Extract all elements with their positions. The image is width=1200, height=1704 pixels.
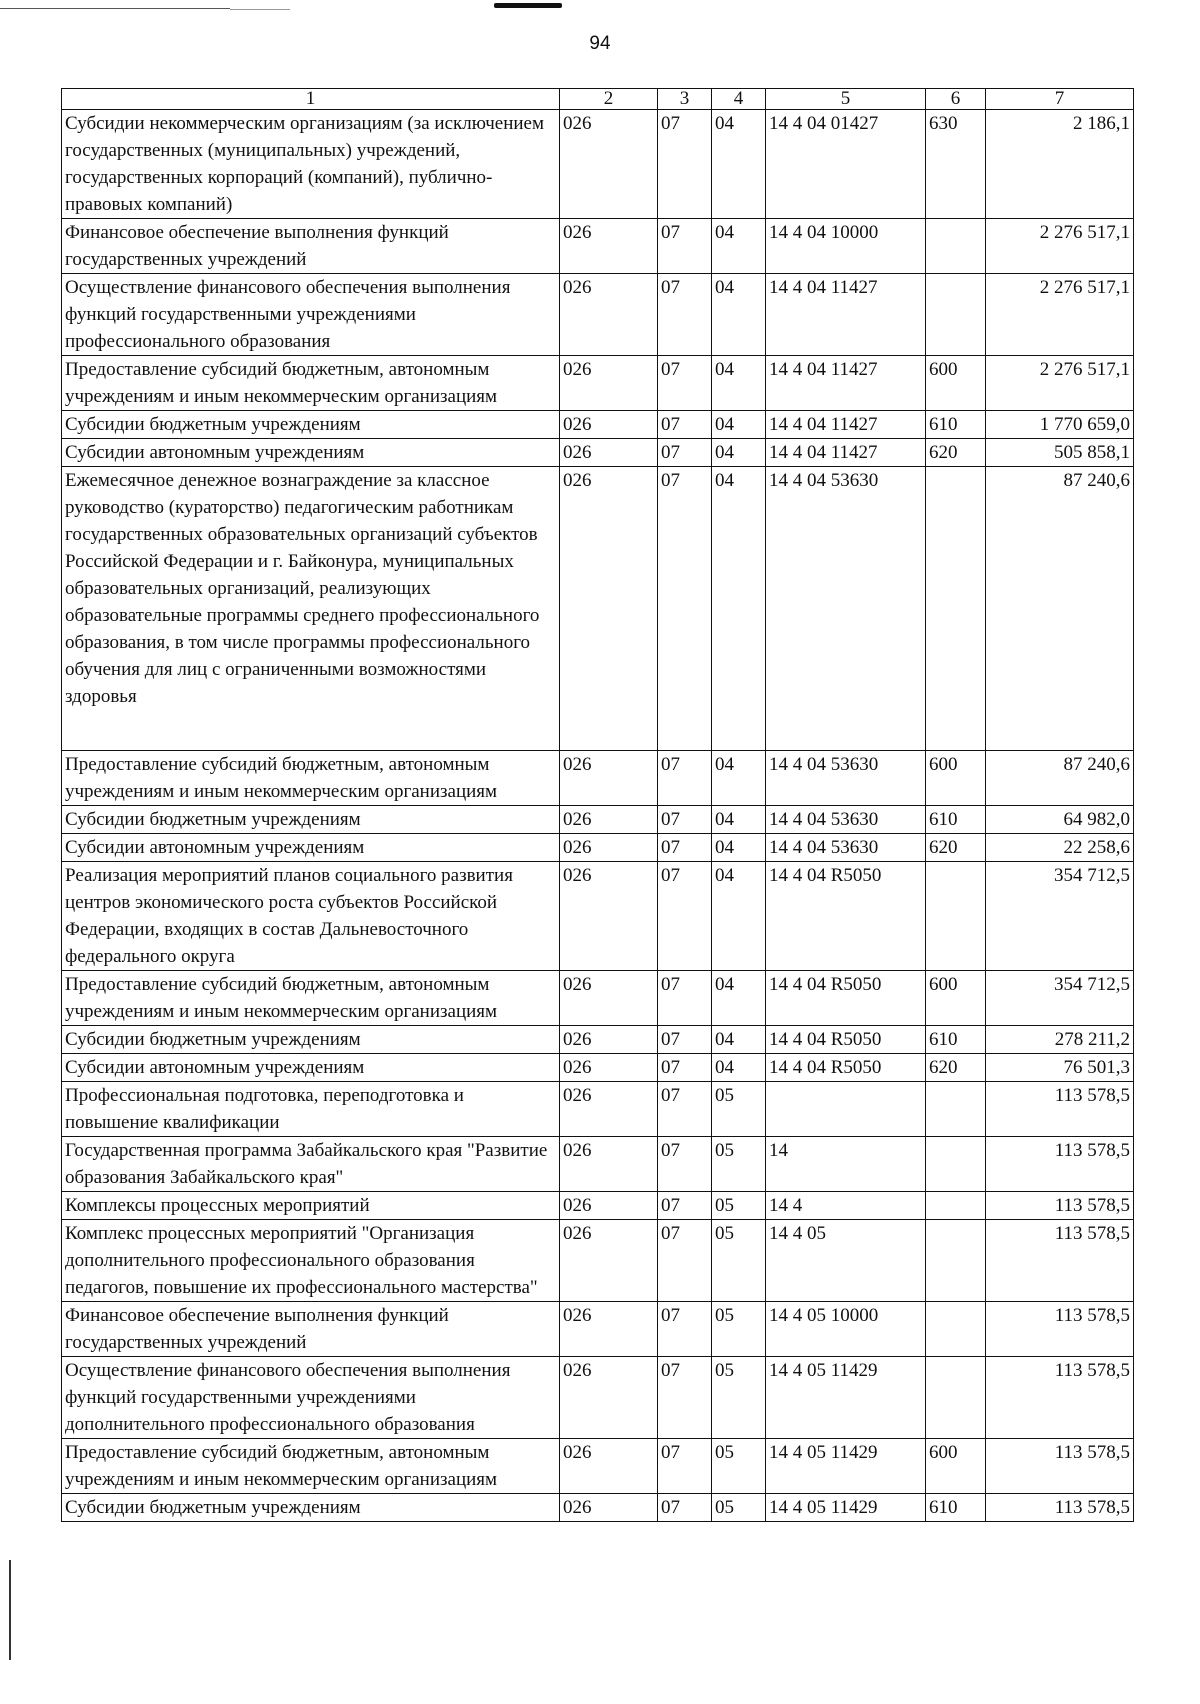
row-amount-cell: 278 211,2 xyxy=(986,1026,1134,1054)
row-amount-cell: 113 578,5 xyxy=(986,1220,1134,1302)
row-subsection-code-cell: 04 xyxy=(712,439,766,467)
row-expense-type-cell: 600 xyxy=(926,971,986,1026)
row-ved-code-cell: 026 xyxy=(560,806,658,834)
row-section-code-cell: 07 xyxy=(658,1494,712,1522)
row-expense-type-cell: 610 xyxy=(926,1494,986,1522)
row-amount-cell: 505 858,1 xyxy=(986,439,1134,467)
column-header: 7 xyxy=(986,89,1134,110)
row-section-code-cell: 07 xyxy=(658,1054,712,1082)
row-section-code-cell: 07 xyxy=(658,1137,712,1192)
row-section-code-cell: 07 xyxy=(658,219,712,274)
row-target-article-cell: 14 4 05 11429 xyxy=(766,1357,926,1439)
row-target-article-cell: 14 4 04 53630 xyxy=(766,751,926,806)
row-expense-type-cell xyxy=(926,1137,986,1192)
row-ved-code-cell: 026 xyxy=(560,1137,658,1192)
row-target-article-cell: 14 4 05 10000 xyxy=(766,1302,926,1357)
table-body xyxy=(62,110,1134,1522)
row-target-article-cell: 14 4 04 01427 xyxy=(766,110,926,219)
row-ved-code-cell: 026 xyxy=(560,110,658,219)
row-expense-type-cell: 600 xyxy=(926,356,986,411)
row-name-cell: Субсидии автономным учреждениям xyxy=(62,439,560,467)
table-row xyxy=(62,1494,1134,1522)
row-expense-type-cell xyxy=(926,219,986,274)
table-row xyxy=(62,1026,1134,1054)
row-section-code-cell: 07 xyxy=(658,110,712,219)
row-subsection-code-cell: 04 xyxy=(712,1026,766,1054)
row-subsection-code-cell: 05 xyxy=(712,1220,766,1302)
row-target-article-cell: 14 4 04 R5050 xyxy=(766,1026,926,1054)
row-subsection-code-cell: 04 xyxy=(712,411,766,439)
row-expense-type-cell xyxy=(926,1357,986,1439)
row-section-code-cell: 07 xyxy=(658,971,712,1026)
table-row xyxy=(62,1137,1134,1192)
row-amount-cell: 2 276 517,1 xyxy=(986,274,1134,356)
row-target-article-cell: 14 4 04 53630 xyxy=(766,467,926,751)
row-ved-code-cell: 026 xyxy=(560,1494,658,1522)
row-expense-type-cell: 610 xyxy=(926,411,986,439)
row-ved-code-cell: 026 xyxy=(560,274,658,356)
scan-artifact-line xyxy=(230,9,290,10)
row-amount-cell: 87 240,6 xyxy=(986,751,1134,806)
row-ved-code-cell: 026 xyxy=(560,834,658,862)
row-name-cell: Осуществление финансового обеспечения выполнения функций государственными учреждениями дополнительного профессионального образования xyxy=(62,1357,560,1439)
row-target-article-cell: 14 4 04 R5050 xyxy=(766,862,926,971)
row-section-code-cell: 07 xyxy=(658,411,712,439)
row-ved-code-cell: 026 xyxy=(560,1054,658,1082)
row-target-article-cell: 14 4 04 11427 xyxy=(766,274,926,356)
row-expense-type-cell xyxy=(926,1220,986,1302)
row-ved-code-cell: 026 xyxy=(560,1302,658,1357)
row-expense-type-cell: 620 xyxy=(926,1054,986,1082)
row-target-article-cell: 14 4 05 11429 xyxy=(766,1439,926,1494)
table-row xyxy=(62,1192,1134,1220)
row-name-cell: Государственная программа Забайкальского края "Развитие образования Забайкальского края" xyxy=(62,1137,560,1192)
row-subsection-code-cell: 05 xyxy=(712,1302,766,1357)
row-expense-type-cell xyxy=(926,1302,986,1357)
row-name-cell: Субсидии автономным учреждениям xyxy=(62,1054,560,1082)
row-name-cell: Комплексы процессных мероприятий xyxy=(62,1192,560,1220)
row-ved-code-cell: 026 xyxy=(560,862,658,971)
row-amount-cell: 22 258,6 xyxy=(986,834,1134,862)
row-subsection-code-cell: 04 xyxy=(712,862,766,971)
row-ved-code-cell: 026 xyxy=(560,356,658,411)
row-target-article-cell: 14 4 04 11427 xyxy=(766,439,926,467)
row-amount-cell: 113 578,5 xyxy=(986,1082,1134,1137)
table-row xyxy=(62,1054,1134,1082)
row-section-code-cell: 07 xyxy=(658,439,712,467)
row-name-cell: Финансовое обеспечение выполнения функций государственных учреждений xyxy=(62,219,560,274)
scan-artifact-dash xyxy=(494,3,562,8)
table-header-row xyxy=(62,89,1134,110)
row-target-article-cell: 14 4 04 R5050 xyxy=(766,1054,926,1082)
row-name-cell: Финансовое обеспечение выполнения функций государственных учреждений xyxy=(62,1302,560,1357)
row-section-code-cell: 07 xyxy=(658,1357,712,1439)
row-target-article-cell: 14 4 04 53630 xyxy=(766,834,926,862)
row-subsection-code-cell: 04 xyxy=(712,751,766,806)
column-header: 3 xyxy=(658,89,712,110)
row-subsection-code-cell: 04 xyxy=(712,1054,766,1082)
row-name-cell: Предоставление субсидий бюджетным, автономным учреждениям и иным некоммерческим организациям xyxy=(62,751,560,806)
row-name-cell: Предоставление субсидий бюджетным, автономным учреждениям и иным некоммерческим организациям xyxy=(62,356,560,411)
row-ved-code-cell: 026 xyxy=(560,411,658,439)
row-target-article-cell: 14 4 04 10000 xyxy=(766,219,926,274)
row-expense-type-cell xyxy=(926,862,986,971)
row-ved-code-cell: 026 xyxy=(560,219,658,274)
row-section-code-cell: 07 xyxy=(658,1302,712,1357)
row-section-code-cell: 07 xyxy=(658,862,712,971)
row-name-cell: Реализация мероприятий планов социального развития центров экономического роста субъектов Российской Федерации, входящих в состав Дальневосточного федерального округа xyxy=(62,862,560,971)
row-name-cell: Субсидии бюджетным учреждениям xyxy=(62,806,560,834)
row-subsection-code-cell: 04 xyxy=(712,110,766,219)
row-amount-cell: 113 578,5 xyxy=(986,1439,1134,1494)
row-subsection-code-cell: 04 xyxy=(712,219,766,274)
row-target-article-cell: 14 4 xyxy=(766,1192,926,1220)
row-amount-cell: 2 276 517,1 xyxy=(986,219,1134,274)
row-expense-type-cell: 610 xyxy=(926,1026,986,1054)
row-name-cell: Субсидии бюджетным учреждениям xyxy=(62,1026,560,1054)
row-ved-code-cell: 026 xyxy=(560,1082,658,1137)
row-name-cell: Комплекс процессных мероприятий "Организация дополнительного профессионального образования педагогов, повышение их профессионального мастерства" xyxy=(62,1220,560,1302)
row-name-cell: Предоставление субсидий бюджетным, автономным учреждениям и иным некоммерческим организациям xyxy=(62,971,560,1026)
row-subsection-code-cell: 04 xyxy=(712,274,766,356)
row-target-article-cell: 14 4 05 11429 xyxy=(766,1494,926,1522)
row-amount-cell: 2 186,1 xyxy=(986,110,1134,219)
row-expense-type-cell: 620 xyxy=(926,439,986,467)
table-row xyxy=(62,1082,1134,1137)
table-row xyxy=(62,1220,1134,1302)
row-name-cell: Предоставление субсидий бюджетным, автономным учреждениям и иным некоммерческим организациям xyxy=(62,1439,560,1494)
row-amount-cell: 2 276 517,1 xyxy=(986,356,1134,411)
row-section-code-cell: 07 xyxy=(658,274,712,356)
row-amount-cell: 1 770 659,0 xyxy=(986,411,1134,439)
row-name-cell: Субсидии бюджетным учреждениям xyxy=(62,411,560,439)
row-amount-cell: 87 240,6 xyxy=(986,467,1134,751)
row-subsection-code-cell: 04 xyxy=(712,834,766,862)
row-expense-type-cell: 610 xyxy=(926,806,986,834)
row-ved-code-cell: 026 xyxy=(560,467,658,751)
row-section-code-cell: 07 xyxy=(658,1082,712,1137)
row-section-code-cell: 07 xyxy=(658,1439,712,1494)
row-expense-type-cell: 630 xyxy=(926,110,986,219)
row-target-article-cell: 14 xyxy=(766,1137,926,1192)
table-row xyxy=(62,862,1134,971)
row-expense-type-cell xyxy=(926,1192,986,1220)
row-amount-cell: 113 578,5 xyxy=(986,1302,1134,1357)
row-target-article-cell xyxy=(766,1082,926,1137)
row-section-code-cell: 07 xyxy=(658,356,712,411)
row-name-cell: Осуществление финансового обеспечения выполнения функций государственными учреждениями профессионального образования xyxy=(62,274,560,356)
table-row xyxy=(62,1439,1134,1494)
row-expense-type-cell xyxy=(926,467,986,751)
row-amount-cell: 354 712,5 xyxy=(986,862,1134,971)
row-section-code-cell: 07 xyxy=(658,751,712,806)
row-ved-code-cell: 026 xyxy=(560,751,658,806)
scan-artifact-line xyxy=(0,8,230,9)
row-amount-cell: 76 501,3 xyxy=(986,1054,1134,1082)
row-ved-code-cell: 026 xyxy=(560,439,658,467)
table-row xyxy=(62,751,1134,806)
row-subsection-code-cell: 04 xyxy=(712,467,766,751)
row-amount-cell: 113 578,5 xyxy=(986,1494,1134,1522)
row-amount-cell: 113 578,5 xyxy=(986,1192,1134,1220)
row-name-cell: Ежемесячное денежное вознаграждение за классное руководство (кураторство) педагогическим работникам государственных образовательных организаций субъектов Российской Федерации и г. Байконура, муниципальных образовательных организаций, реализующих образовательные программы среднего профессионального образования, в том числе программы профессионального обучения для лиц с ограниченными возможностями здоровья xyxy=(62,467,560,751)
column-header: 6 xyxy=(926,89,986,110)
table-row xyxy=(62,411,1134,439)
row-target-article-cell: 14 4 04 53630 xyxy=(766,806,926,834)
scan-artifact-bar xyxy=(9,1560,11,1660)
column-header: 1 xyxy=(62,89,560,110)
row-section-code-cell: 07 xyxy=(658,1026,712,1054)
row-name-cell: Профессиональная подготовка, переподготовка и повышение квалификации xyxy=(62,1082,560,1137)
row-ved-code-cell: 026 xyxy=(560,1220,658,1302)
column-header: 4 xyxy=(712,89,766,110)
row-amount-cell: 113 578,5 xyxy=(986,1357,1134,1439)
row-amount-cell: 113 578,5 xyxy=(986,1137,1134,1192)
row-target-article-cell: 14 4 04 11427 xyxy=(766,356,926,411)
table-row xyxy=(62,274,1134,356)
table-row xyxy=(62,356,1134,411)
table-row xyxy=(62,1302,1134,1357)
row-subsection-code-cell: 05 xyxy=(712,1082,766,1137)
table-row xyxy=(62,219,1134,274)
row-subsection-code-cell: 05 xyxy=(712,1494,766,1522)
column-header: 5 xyxy=(766,89,926,110)
row-subsection-code-cell: 05 xyxy=(712,1137,766,1192)
row-section-code-cell: 07 xyxy=(658,834,712,862)
row-subsection-code-cell: 05 xyxy=(712,1357,766,1439)
row-name-cell: Субсидии некоммерческим организациям (за исключением государственных (муниципальных) учреждений, государственных корпораций (компаний), публично-правовых компаний) xyxy=(62,110,560,219)
row-subsection-code-cell: 04 xyxy=(712,806,766,834)
row-ved-code-cell: 026 xyxy=(560,1026,658,1054)
row-target-article-cell: 14 4 04 11427 xyxy=(766,411,926,439)
table-row xyxy=(62,1357,1134,1439)
table-row xyxy=(62,439,1134,467)
table-row xyxy=(62,971,1134,1026)
row-subsection-code-cell: 04 xyxy=(712,971,766,1026)
row-subsection-code-cell: 04 xyxy=(712,356,766,411)
row-expense-type-cell xyxy=(926,1082,986,1137)
row-name-cell: Субсидии автономным учреждениям xyxy=(62,834,560,862)
row-section-code-cell: 07 xyxy=(658,1220,712,1302)
table-row xyxy=(62,110,1134,219)
row-expense-type-cell: 600 xyxy=(926,751,986,806)
row-expense-type-cell: 600 xyxy=(926,1439,986,1494)
budget-table xyxy=(61,88,1134,1522)
row-subsection-code-cell: 05 xyxy=(712,1439,766,1494)
column-header: 2 xyxy=(560,89,658,110)
row-target-article-cell: 14 4 05 xyxy=(766,1220,926,1302)
page-number: 94 xyxy=(589,33,611,54)
row-ved-code-cell: 026 xyxy=(560,1439,658,1494)
row-target-article-cell: 14 4 04 R5050 xyxy=(766,971,926,1026)
row-section-code-cell: 07 xyxy=(658,1192,712,1220)
row-ved-code-cell: 026 xyxy=(560,1357,658,1439)
row-ved-code-cell: 026 xyxy=(560,971,658,1026)
row-subsection-code-cell: 05 xyxy=(712,1192,766,1220)
row-name-cell: Субсидии бюджетным учреждениям xyxy=(62,1494,560,1522)
row-section-code-cell: 07 xyxy=(658,467,712,751)
row-section-code-cell: 07 xyxy=(658,806,712,834)
table-row xyxy=(62,806,1134,834)
table-row xyxy=(62,467,1134,751)
row-amount-cell: 64 982,0 xyxy=(986,806,1134,834)
row-expense-type-cell: 620 xyxy=(926,834,986,862)
row-amount-cell: 354 712,5 xyxy=(986,971,1134,1026)
row-expense-type-cell xyxy=(926,274,986,356)
row-ved-code-cell: 026 xyxy=(560,1192,658,1220)
table-row xyxy=(62,834,1134,862)
